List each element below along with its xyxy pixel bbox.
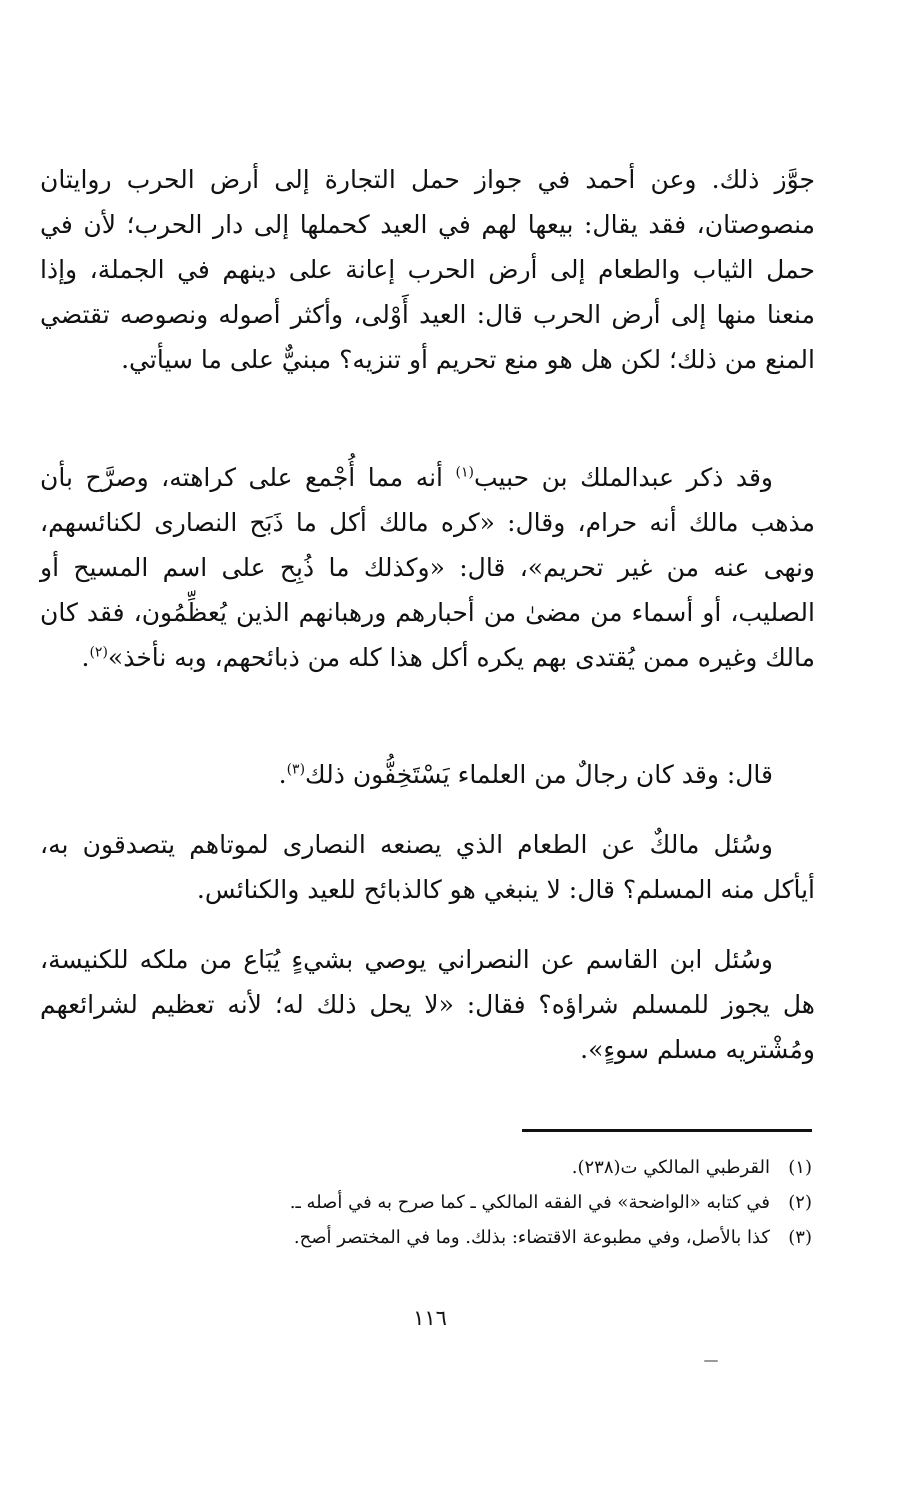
footnote-separator <box>522 1129 812 1132</box>
paragraph-3 <box>40 752 815 797</box>
paragraph-1: جوَّز ذلك. وعن أحمد في جواز حمل التجارة إلى أرض الحرب روايتان منصوصتان، فقد يقال: بيعها لهم في العيد كحملها إلى دار الحرب؛ لأن في حمل الثياب والطعام إلى أرض الحرب إعانة على دينهم في الجملة، وإذا منعنا منها إلى أرض الحرب قال: العيد أَوْلى، وأكثر أصوله ونصوصه تقتضي المنع من ذلك؛ لكن هل هو منع تحريم أو تنزيه؟ مبنيٌّ على ما سيأتي. <box>40 165 815 374</box>
paragraph-2 <box>40 455 815 680</box>
footnote-item <box>90 1150 812 1185</box>
paragraph-2-text-a: وقد ذكر عبدالملك بن حبيب <box>473 463 774 492</box>
footnote-item <box>90 1220 812 1255</box>
paragraph-2-end: . <box>81 643 90 672</box>
footnote-item <box>90 1185 812 1220</box>
footnote-text: كذا بالأصل، وفي مطبوعة الاقتضاء: بذلك. وما في المختصر أصح. <box>293 1227 770 1248</box>
paragraph-3-text-a: قال: وقد كان رجالٌ من العلماء يَسْتَخِفُّون ذلك <box>305 760 773 789</box>
footnote-number: (٣) <box>788 1227 812 1248</box>
paragraph-2-text-b: أنه مما أُجْمع على كراهته، وصرَّح بأن مذهب مالك أنه حرام، وقال: «كره مالك أكل ما ذَبَح النصارى لكنائسهم، ونهى عنه من غير تحريم»، قال: «وكذلك ما ذُبِح على اسم المسيح أو الصليب، أو أسماء من مضىٰ من أحبارهم ورهبانهم الذين يُعظِّمُون، فقد كان مالك وغيره ممن يُقتدى بهم يكره أكل هذا كله من ذبائحهم، وبه نأخذ» <box>40 463 815 672</box>
paragraph-5: وسُئل ابن القاسم عن النصراني يوصي بشيءٍ يُبَاع من ملكه للكنيسة، هل يجوز للمسلم شراؤه؟ فقال: «لا يحل ذلك له؛ لأنه تعظيم لشرائعهم ومُشْتريه مسلم سوءٍ». <box>40 945 815 1064</box>
footnote-number: (٢) <box>788 1192 812 1213</box>
footnotes-list <box>90 1150 812 1255</box>
paragraph-4: وسُئل مالكٌ عن الطعام الذي يصنعه النصارى لموتاهم يتصدقون به، أيأكل منه المسلم؟ قال: لا ينبغي هو كالذبائح للعيد والكنائس. <box>40 830 815 904</box>
footnote-ref-2: (٢) <box>89 644 108 661</box>
footnote-ref-1: (١) <box>455 464 474 481</box>
footnote-ref-3: (٣) <box>286 761 306 778</box>
scan-smudge <box>704 1360 718 1362</box>
footnote-text: القرطبي المالكي ت(٢٣٨). <box>571 1157 770 1178</box>
footnote-text: في كتابه «الواضحة» في الفقه المالكي ـ كما صرح به في أصله ـ. <box>289 1192 770 1213</box>
footnote-number: (١) <box>788 1157 812 1178</box>
page-number: ١١٦ <box>413 1306 447 1330</box>
paragraph-3-end: . <box>278 760 287 789</box>
